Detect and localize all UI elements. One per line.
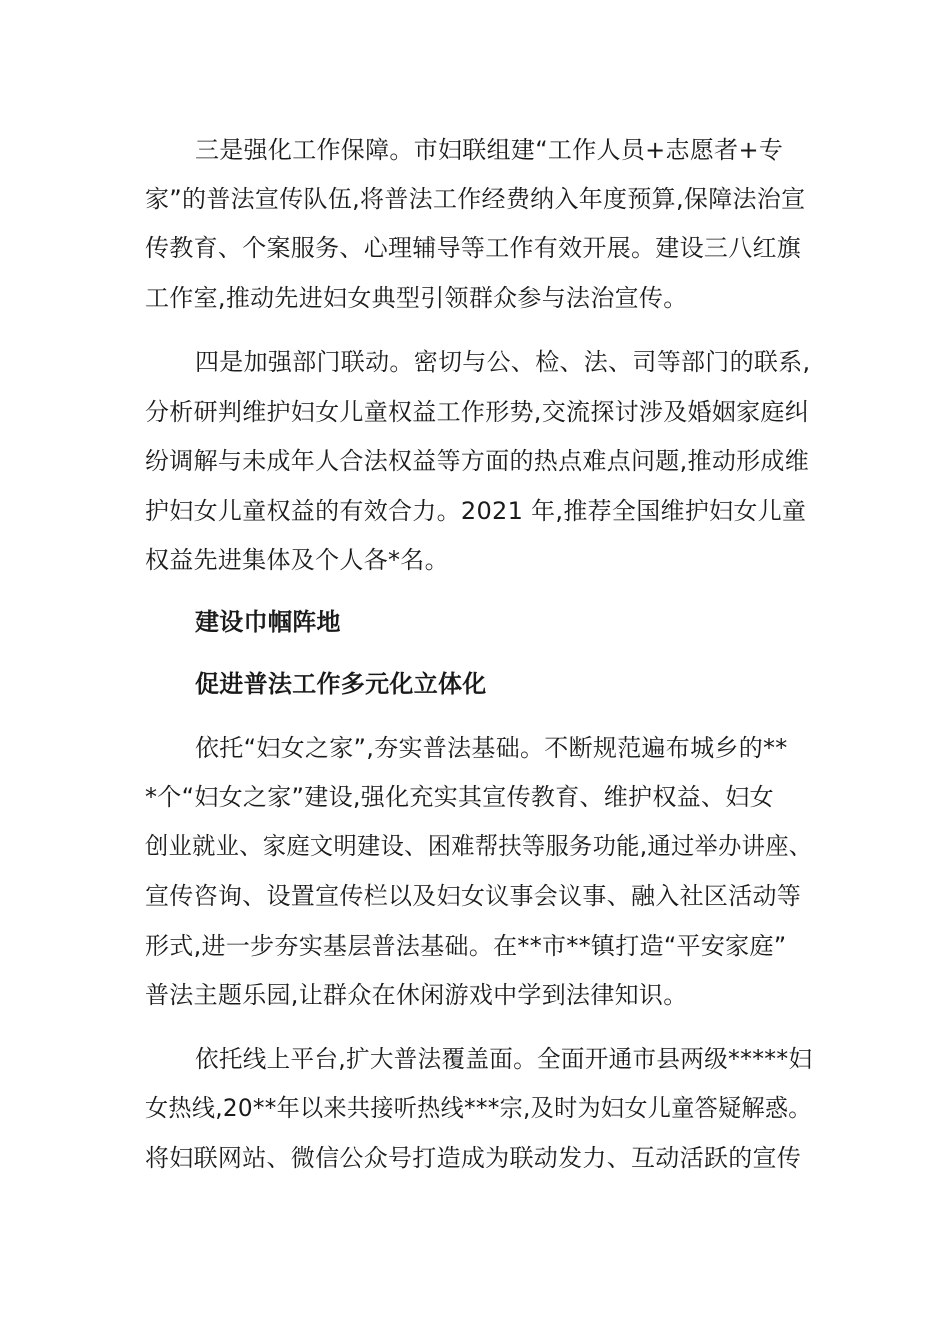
text-line: 普法主题乐园,让群众在休闲游戏中学到法律知识。 xyxy=(145,981,688,1009)
text-line: 形式,进一步夯实基层普法基础。在**市**镇打造“平安家庭” xyxy=(145,932,787,960)
text-line: 分析研判维护妇女儿童权益工作形势,交流探讨涉及婚姻家庭纠 xyxy=(145,398,810,426)
section-heading: 建设巾帼阵地 xyxy=(195,608,341,636)
text-line: 护妇女儿童权益的有效合力。2021 年,推荐全国维护妇女儿童 xyxy=(145,497,807,525)
text-line: 四是加强部门联动。密切与公、检、法、司等部门的联系, xyxy=(195,348,811,376)
text-line: 传教育、个案服务、心理辅导等工作有效开展。建设三八红旗 xyxy=(145,234,802,262)
text-line: 家”的普法宣传队伍,将普法工作经费纳入年度预算,保障法治宣 xyxy=(145,185,806,213)
text-line: 将妇联网站、微信公众号打造成为联动发力、互动活跃的宣传 xyxy=(145,1144,802,1172)
text-line: 权益先进集体及个人各*名。 xyxy=(145,546,449,574)
text-line: 宣传咨询、设置宣传栏以及妇女议事会议事、融入社区活动等 xyxy=(145,882,802,910)
text-line: 依托线上平台,扩大普法覆盖面。全面开通市县两级*****妇 xyxy=(195,1045,813,1073)
text-line: 女热线,20**年以来共接听热线***宗,及时为妇女儿童答疑解惑。 xyxy=(145,1094,812,1122)
section-heading: 促进普法工作多元化立体化 xyxy=(195,670,487,698)
text-line: 三是强化工作保障。市妇联组建“工作人员+志愿者+专 xyxy=(195,136,784,164)
text-line: 创业就业、家庭文明建设、困难帮扶等服务功能,通过举办讲座、 xyxy=(145,832,813,860)
text-line: 依托“妇女之家”,夯实普法基础。不断规范遍布城乡的** xyxy=(195,734,788,762)
text-line: *个“妇女之家”建设,强化充实其宣传教育、维护权益、妇女 xyxy=(145,783,774,811)
text-line: 纷调解与未成年人合法权益等方面的热点难点问题,推动形成维 xyxy=(145,447,810,475)
text-line: 工作室,推动先进妇女典型引领群众参与法治宣传。 xyxy=(145,284,688,312)
